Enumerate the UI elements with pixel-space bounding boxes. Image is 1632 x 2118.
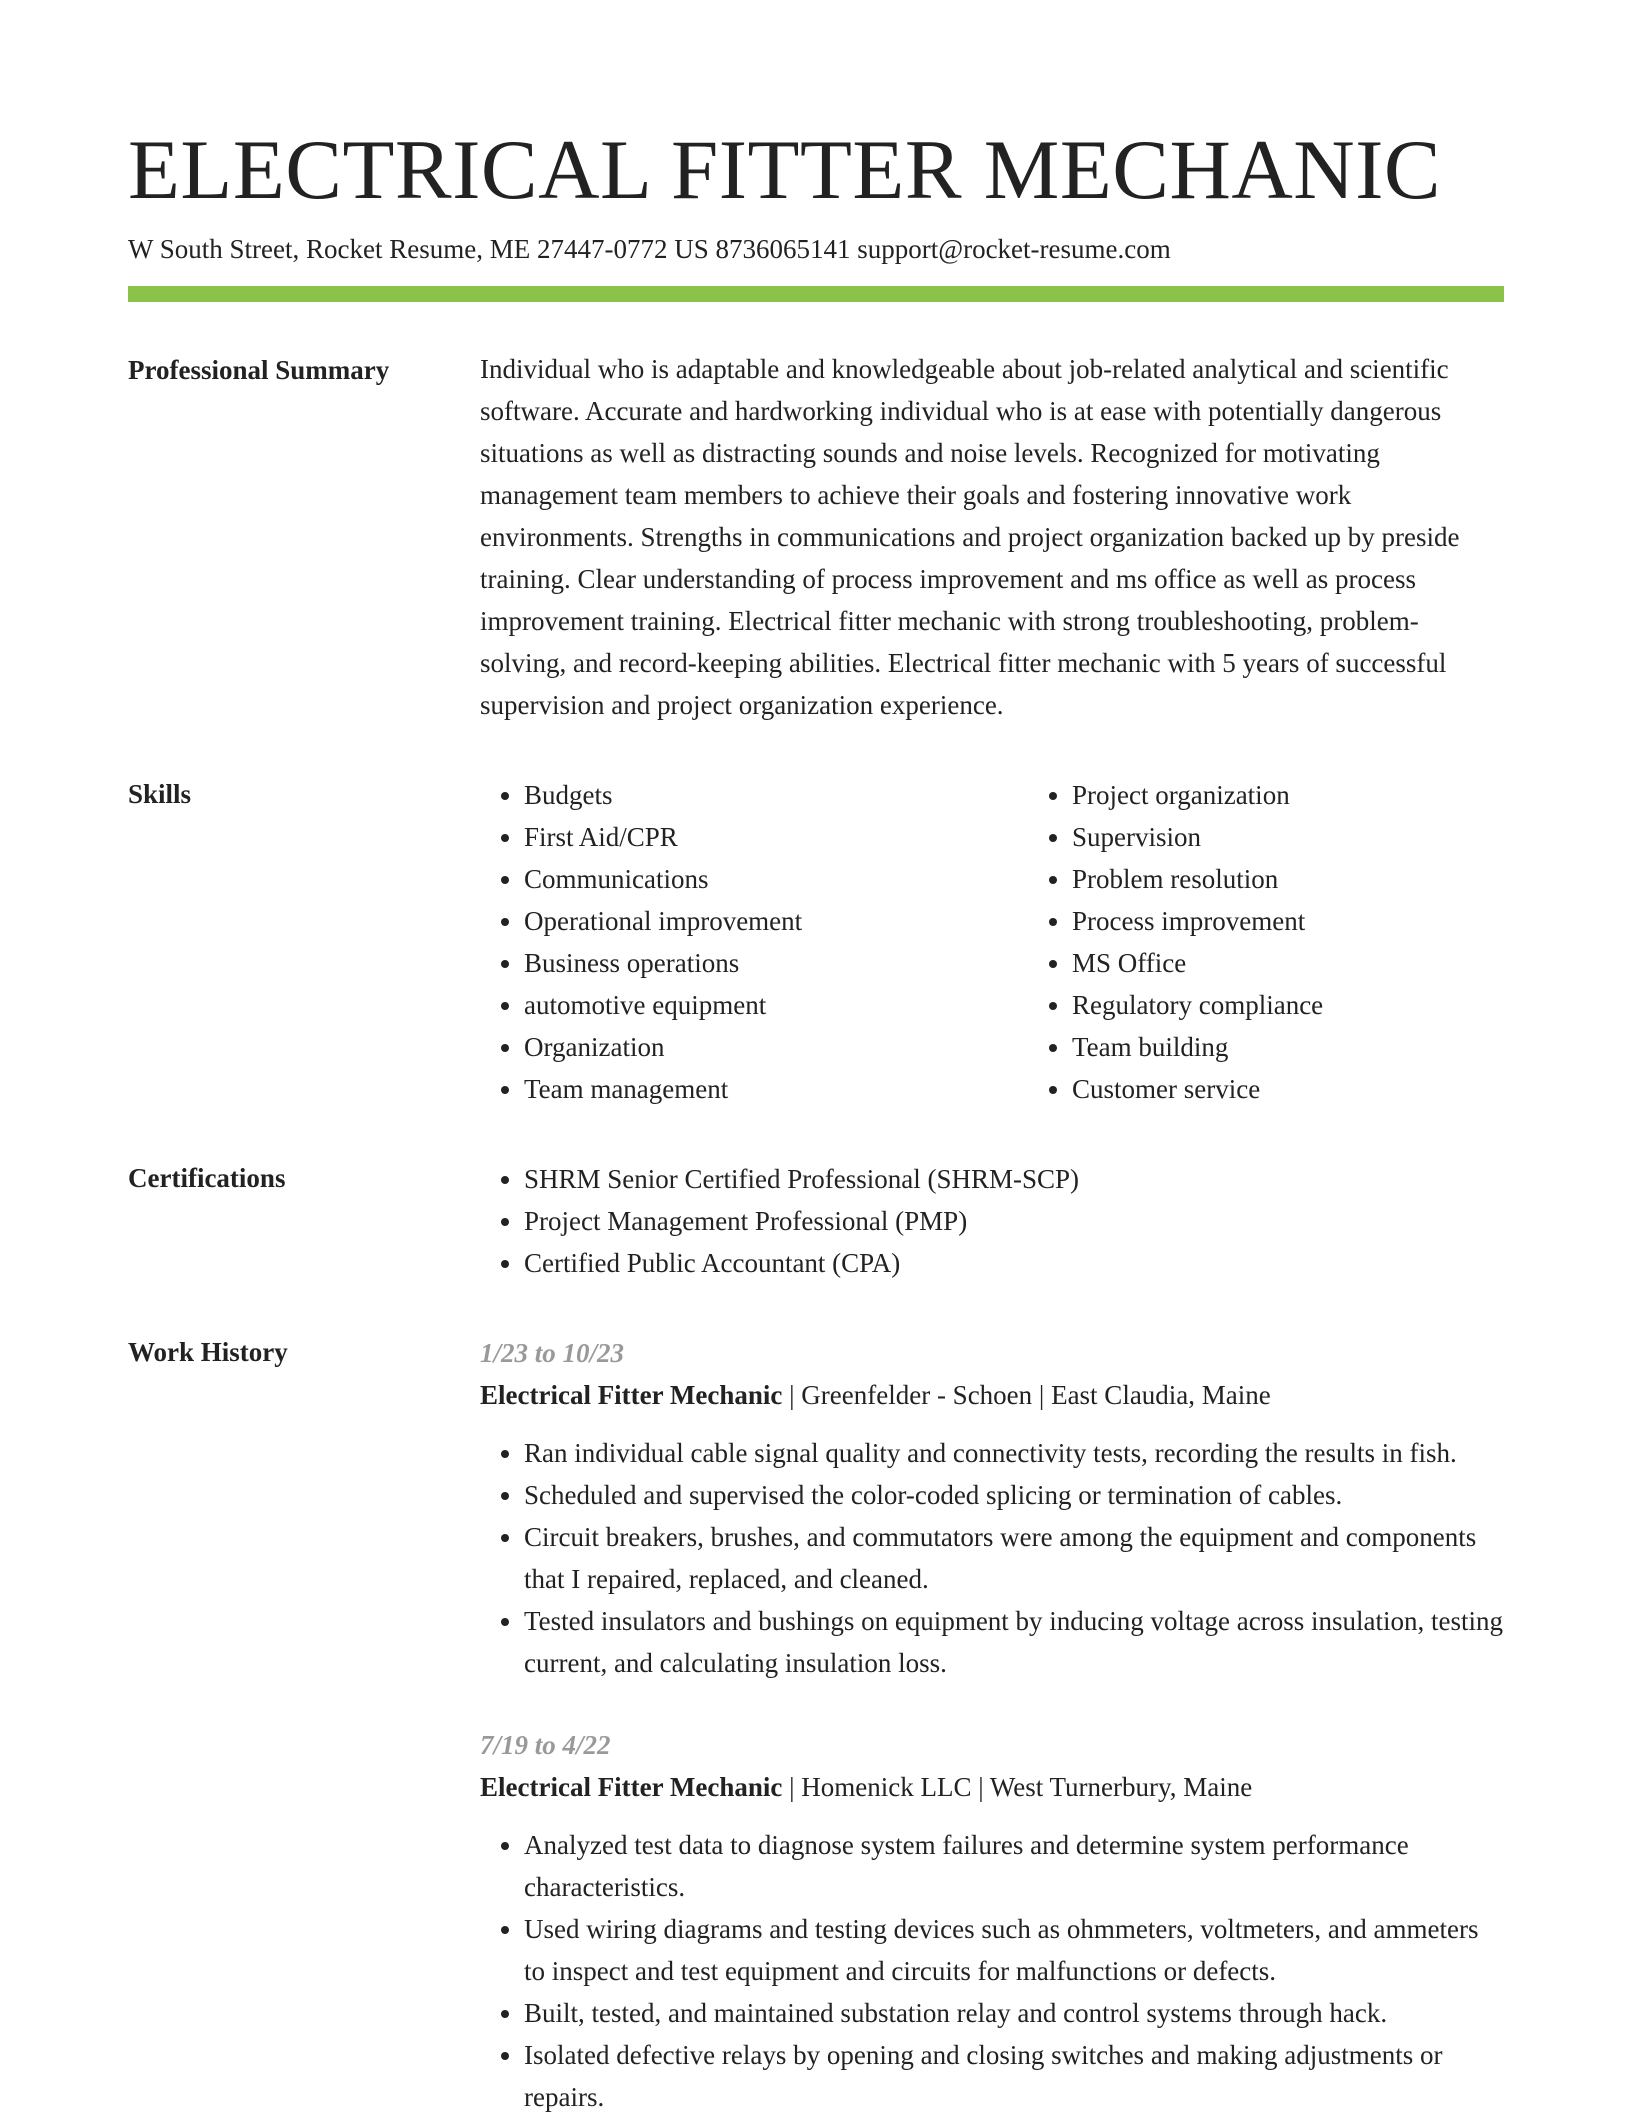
list-item: • Scheduled and supervised the color-coded splicing or termination of cables.	[524, 1474, 1504, 1516]
list-item: • Isolated defective relays by opening and closing switches and making adjustments or repairs.	[524, 2034, 1504, 2118]
list-item: • Budgets	[524, 774, 1028, 816]
list-item: • Regulatory compliance	[1072, 984, 1576, 1026]
list-item: • Team building	[1072, 1026, 1576, 1068]
list-item: • Organization	[524, 1026, 1028, 1068]
job-bullets	[480, 1824, 1504, 2118]
list-item: • Ran individual cable signal quality and connectivity tests, recording the results in fish.	[524, 1432, 1504, 1474]
list-item: • Supervision	[1072, 816, 1576, 858]
job-details: | Homenick LLC | West Turnerbury, Maine	[782, 1772, 1253, 1802]
list-item: • Business operations	[524, 942, 1028, 984]
job-title: Electrical Fitter Mechanic	[480, 1380, 783, 1410]
list-item: • Analyzed test data to diagnose system failures and determine system performance characteristics.	[524, 1824, 1504, 1908]
certifications-list	[480, 1158, 1504, 1284]
certifications-section	[128, 1158, 1504, 1284]
list-item: • Communications	[524, 858, 1028, 900]
job-title: Electrical Fitter Mechanic	[480, 1772, 783, 1802]
skills-label: Skills	[128, 779, 192, 809]
list-item: • Certified Public Accountant (CPA)	[524, 1242, 1504, 1284]
list-item: • automotive equipment	[524, 984, 1028, 1026]
work-history-label: Work History	[128, 1337, 288, 1367]
list-item: • Process improvement	[1072, 900, 1576, 942]
job-heading	[480, 1374, 1504, 1416]
list-item: • First Aid/CPR	[524, 816, 1028, 858]
list-item: • Circuit breakers, brushes, and commutators were among the equipment and components that I repaired, replaced, and cleaned.	[524, 1516, 1504, 1600]
list-item: • Project organization	[1072, 774, 1576, 816]
job-bullets	[480, 1432, 1504, 1684]
job-details: | Greenfelder - Schoen | East Claudia, Maine	[782, 1380, 1271, 1410]
skills-list-right	[1028, 774, 1576, 1110]
list-item: • MS Office	[1072, 942, 1576, 984]
resume-page	[128, 120, 1504, 2118]
list-item: • Used wiring diagrams and testing devices such as ohmmeters, voltmeters, and ammeters to inspect and test equipment and circuits for malfunctions or defects.	[524, 1908, 1504, 1992]
skills-list-left	[480, 774, 1028, 1110]
job-heading	[480, 1766, 1504, 1808]
summary-text: Individual who is adaptable and knowledgeable about job-related analytical and scientific software. Accurate and hardworking individual who is at ease with potentially dangerous situations as well as distracting sounds and noise levels. Recognized for motivating management team members to achieve their goals and fostering innovative work environments. Strengths in communications and project organization backed up by preside training. Clear understanding of process improvement and ms office as well as process improvement training. Electrical fitter mechanic with strong troubleshooting, problem-solving, and record-keeping abilities. Electrical fitter mechanic with 5 years of successful supervision and project organization experience.	[480, 354, 1460, 720]
list-item: • Problem resolution	[1072, 858, 1576, 900]
job-dates: 7/19 to 4/22	[480, 1730, 611, 1760]
skills-section	[128, 774, 1504, 1110]
summary-label: Professional Summary	[128, 355, 390, 385]
list-item: • Team management	[524, 1068, 1028, 1110]
list-item: • Tested insulators and bushings on equipment by inducing voltage across insulation, testing current, and calculating insulation loss.	[524, 1600, 1504, 1684]
contact-info: W South Street, Rocket Resume, ME 27447-0772 US 8736065141 support@rocket-resume.com	[128, 234, 1171, 264]
list-item: • Operational improvement	[524, 900, 1028, 942]
resume-name: ELECTRICAL FITTER MECHANIC	[128, 123, 1442, 217]
work-history-section	[128, 1332, 1504, 2118]
certifications-label: Certifications	[128, 1163, 286, 1193]
list-item: • Customer service	[1072, 1068, 1576, 1110]
accent-divider	[128, 286, 1504, 302]
summary-section	[128, 350, 1504, 726]
list-item: • SHRM Senior Certified Professional (SHRM-SCP)	[524, 1158, 1504, 1200]
job-entry	[480, 1724, 1504, 2118]
list-item: • Project Management Professional (PMP)	[524, 1200, 1504, 1242]
list-item: • Built, tested, and maintained substation relay and control systems through hack.	[524, 1992, 1504, 2034]
job-dates: 1/23 to 10/23	[480, 1338, 625, 1368]
job-entry	[480, 1332, 1504, 1684]
